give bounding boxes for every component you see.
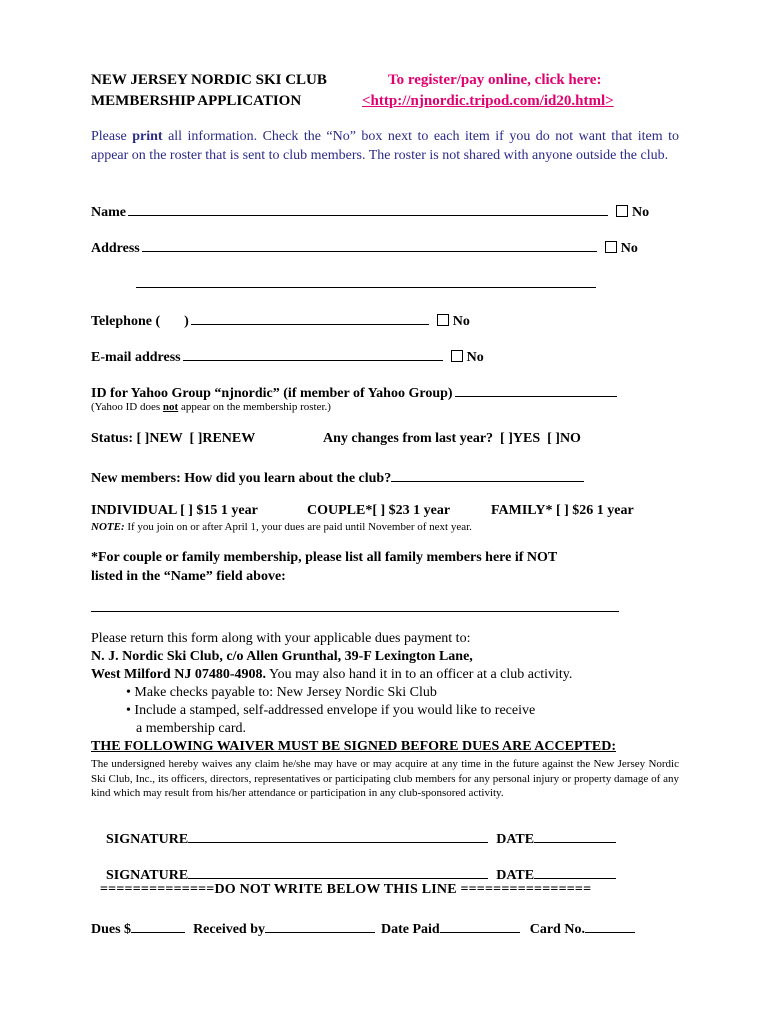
- signature-label-2: SIGNATURE: [106, 868, 189, 883]
- bullet-envelope-cont: a membership card.: [136, 721, 247, 736]
- intro-text-1: Please: [91, 129, 133, 144]
- register-text: To register/pay online, click here:: [388, 72, 602, 88]
- bullet-checks-payable: • Make checks payable to: New Jersey Nordic Ski Club: [126, 685, 437, 700]
- how-learn-field[interactable]: [391, 467, 584, 482]
- dues-field[interactable]: [131, 918, 185, 933]
- telephone-row: [91, 310, 470, 330]
- signature-row-1: [106, 828, 618, 848]
- status-options[interactable]: Status: [ ]NEW [ ]RENEW: [91, 431, 256, 446]
- card-no-field[interactable]: [585, 918, 635, 933]
- yahoo-label: ID for Yahoo Group “njnordic” (if member of Yahoo Group): [91, 386, 453, 401]
- card-no-label: Card No.: [529, 922, 585, 937]
- family-members-field[interactable]: [91, 611, 619, 612]
- yahoo-row: [91, 382, 619, 402]
- name-label: Name: [91, 205, 126, 220]
- date-label-2: DATE: [496, 868, 535, 883]
- intro-paragraph: [91, 127, 679, 165]
- telephone-no-label: No: [452, 314, 470, 329]
- name-no-checkbox[interactable]: [616, 205, 628, 217]
- email-field[interactable]: [183, 346, 443, 361]
- email-no-label: No: [466, 350, 484, 365]
- intro-print-emphasis: print: [132, 129, 163, 144]
- how-learn-row: [91, 467, 586, 487]
- intro-text-2: all information. Check the “No” box next to each item if you do not want that item to appear on the roster that is sent to club members. The roster is not shared with anyone outside the club.: [91, 129, 680, 163]
- address-no-checkbox[interactable]: [605, 241, 617, 253]
- dues-note-label: NOTE:: [91, 521, 125, 533]
- received-by-label: Received by: [193, 922, 265, 937]
- dues-note-text: If you join on or after April 1, your dues are paid until November of next year.: [124, 521, 472, 533]
- dues-note: [91, 521, 472, 533]
- family-instruction-2: listed in the “Name” field above:: [91, 569, 286, 584]
- address-no-label: No: [620, 241, 638, 256]
- telephone-paren-close: ): [184, 314, 189, 329]
- address-field-line2[interactable]: [136, 287, 596, 288]
- return-address-2: West Milford NJ 07480-4908.: [91, 667, 266, 682]
- return-address-2-row: [91, 667, 572, 683]
- waiver-text: The undersigned hereby waives any claim he/she may have or may acquire at any time in the future against the New Jersey Nordic Ski Club, Inc., its officers, directors, representatives or participating club members for any personal injury or property damage of any kind which may result from his/her attendance or participation in any club-sponsored activity.: [91, 758, 679, 799]
- yahoo-note-1: (Yahoo ID does: [91, 401, 163, 413]
- date-field-2[interactable]: [534, 864, 616, 879]
- date-paid-field[interactable]: [440, 918, 520, 933]
- return-intro: Please return this form along with your applicable dues payment to:: [91, 631, 471, 646]
- date-label-1: DATE: [496, 832, 535, 847]
- signature-label-1: SIGNATURE: [106, 832, 189, 847]
- individual-option[interactable]: INDIVIDUAL [ ] $15 1 year: [91, 503, 258, 518]
- signature-field-2[interactable]: [188, 864, 488, 879]
- address-field[interactable]: [142, 237, 597, 252]
- yahoo-note-3: appear on the membership roster.): [178, 401, 331, 413]
- office-use-divider: ==============DO NOT WRITE BELOW THIS LINE ================: [100, 882, 592, 897]
- address-label: Address: [91, 241, 140, 256]
- waiver-heading: THE FOLLOWING WAIVER MUST BE SIGNED BEFORE DUES ARE ACCEPTED:: [91, 739, 616, 754]
- family-instruction-1: *For couple or family membership, please list all family members here if NOT: [91, 550, 558, 565]
- how-learn-label: New members: How did you learn about the club?: [91, 471, 392, 486]
- email-row: [91, 346, 484, 366]
- register-link[interactable]: <http://njnordic.tripod.com/id20.html>: [362, 93, 614, 109]
- dues-label: Dues $: [91, 922, 132, 937]
- office-use-row: [91, 918, 637, 938]
- telephone-label: Telephone (: [91, 314, 161, 329]
- name-row: [91, 201, 649, 221]
- hand-in-text: You may also hand it in to an officer at a club activity.: [265, 667, 573, 682]
- return-address-1: N. J. Nordic Ski Club, c/o Allen Grunthal, 39-F Lexington Lane,: [91, 649, 473, 664]
- couple-option[interactable]: COUPLE*[ ] $23 1 year: [307, 503, 451, 518]
- email-label: E-mail address: [91, 350, 181, 365]
- signature-row-2: [106, 864, 618, 884]
- family-option[interactable]: FAMILY* [ ] $26 1 year: [491, 503, 634, 518]
- name-no-label: No: [632, 205, 650, 220]
- email-no-checkbox[interactable]: [451, 350, 463, 362]
- bullet-envelope: • Include a stamped, self-addressed envelope if you would like to receive: [126, 703, 536, 718]
- date-field-1[interactable]: [534, 828, 616, 843]
- address-row: [91, 237, 638, 257]
- form-subtitle: MEMBERSHIP APPLICATION: [91, 93, 302, 109]
- yahoo-note-not: not: [162, 401, 179, 413]
- name-field[interactable]: [128, 201, 608, 216]
- signature-field-1[interactable]: [188, 828, 488, 843]
- form-title: NEW JERSEY NORDIC SKI CLUB: [91, 72, 327, 88]
- telephone-field[interactable]: [191, 310, 429, 325]
- yahoo-note: [91, 401, 331, 413]
- changes-options[interactable]: Any changes from last year? [ ]YES [ ]NO: [323, 431, 581, 446]
- yahoo-id-field[interactable]: [455, 382, 617, 397]
- received-by-field[interactable]: [265, 918, 375, 933]
- telephone-no-checkbox[interactable]: [437, 314, 449, 326]
- date-paid-label: Date Paid: [381, 922, 440, 937]
